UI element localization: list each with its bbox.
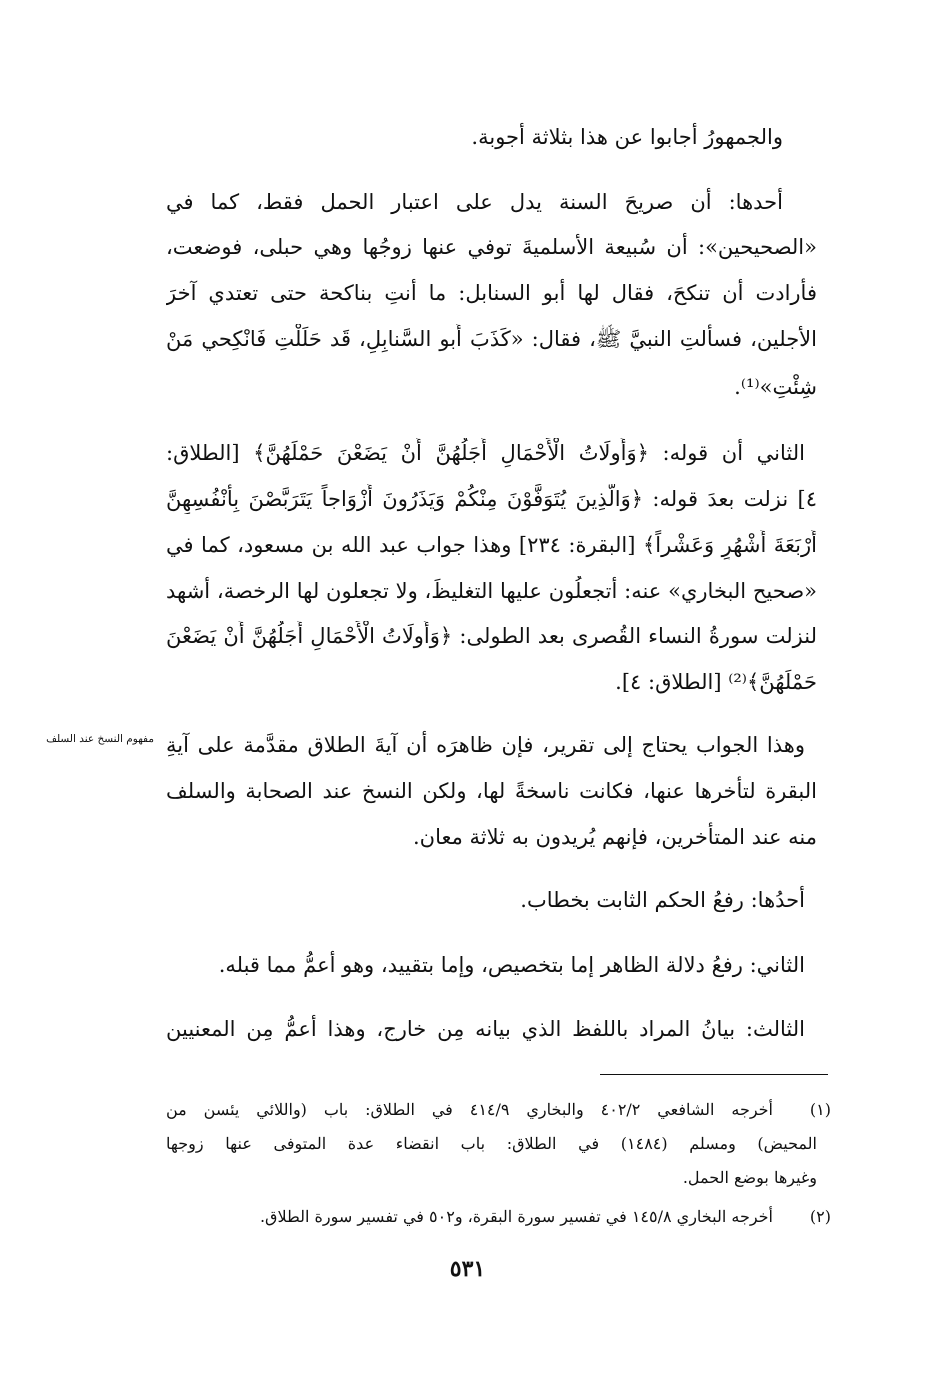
- body-line: الثاني أن قوله: ﴿وَأُولَاتُ الْأَحْمَالِ أَجَلُهُنَّ أَنْ يَضَعْنَ حَمْلَهُنَّ﴾ [الطلاق:: [166, 441, 805, 465]
- footnote-line: وغيرها بوضع الحمل.: [682, 1168, 817, 1187]
- page-number: ٥٣١: [449, 1256, 486, 1282]
- body-line: الثالث: بيانُ المراد باللفظ الذي بيانه مِن خارج، وهذا أعمُّ مِن المعنيين: [166, 1017, 805, 1041]
- footnote-number: (٢): [809, 1207, 831, 1226]
- body-line: وهذا الجواب يحتاج إلى تقرير، فإن ظاهرَه أن آيةَ الطلاق مقدَّمة على آيةِ: [166, 733, 805, 757]
- body-line: «الصحيحين»: أن سُبيعة الأسلميةَ توفي عنها زوجُها وهي حبلى، فوضعت،: [166, 235, 817, 259]
- body-line: لنزلت سورةُ النساء القُصرى بعد الطولى: ﴿وَأُولَاتُ الْأَحْمَالِ أَجَلُهُنَّ أَنْ يَضَعْنَ: [166, 624, 817, 648]
- body-line: البقرة لتأخرها عنها، فكانت ناسخةً لها، ولكن النسخ عند الصحابة والسلف: [166, 779, 817, 803]
- body-line: شِئْتِ»⁽¹⁾.: [734, 375, 817, 399]
- footnote-line: أخرجه الشافعي ٤٠٢/٢ والبخاري ٤١٤/٩ في الطلاق: باب (واللائي يئسن من: [166, 1100, 773, 1119]
- body-line: حَمْلَهُنَّ﴾⁽²⁾ [الطلاق: ٤].: [615, 670, 817, 694]
- body-line: الأجلين، فسألتِ النبيَّ ﷺ، فقال: «كَذَبَ أَبو السَّنابِلِ، قَد حَلَلْتِ فَانْكِحي مَنْ: [166, 327, 817, 351]
- body-line: أحدها: أن صريحَ السنة يدل على اعتبار الحمل فقط، كما في: [166, 190, 783, 214]
- body-line: «صحيح البخاري» عنه: أتجعلُون عليها التغليظَ، ولا تجعلون لها الرخصة، أشهد: [166, 579, 817, 603]
- footnote-line: المحيض) ومسلم (١٤٨٤) في الطلاق: باب انقضاء عدة المتوفى عنها زوجها: [166, 1134, 817, 1153]
- body-line: أَرْبَعَةَ أَشْهُرٍ وَعَشْراً﴾ [البقرة: ٢٣٤] وهذا جواب عبد الله بن مسعود، كما في: [166, 533, 817, 557]
- body-line: منه عند المتأخرين، فإنهم يُريدون به ثلاثة معان.: [412, 825, 817, 849]
- body-line: والجمهورُ أجابوا عن هذا بثلاثة أجوبة.: [471, 125, 783, 149]
- body-line: الثاني: رفعُ دلالة الظاهر إما بتخصيص، وإما بتقييد، وهو أعمُّ مما قبله.: [218, 953, 805, 977]
- footnote-number: (١): [809, 1100, 831, 1119]
- body-line: ٤] نزلت بعدَ قوله: ﴿وَالَّذِينَ يُتَوَفَّوْنَ مِنْكُمْ وَيَذَرُونَ أَزْوَاجاً يَتَرَبَّصْنَ بِأَنْفُسِهِنَّ: [166, 487, 817, 511]
- body-line: فأرادت أن تنكحَ، فقال لها أبو السنابل: ما أنتِ بناكحة حتى تعتدي آخرَ: [166, 281, 817, 305]
- footnote-line: أخرجه البخاري ١٤٥/٨ في تفسير سورة البقرة، و٥٠٢ في تفسير سورة الطلاق.: [259, 1207, 773, 1226]
- body-line: أحدُها: رفعُ الحكم الثابت بخطاب.: [520, 888, 805, 912]
- footnote-separator: [600, 1074, 828, 1075]
- margin-note: مفهوم النسخ عند السلف: [46, 733, 154, 745]
